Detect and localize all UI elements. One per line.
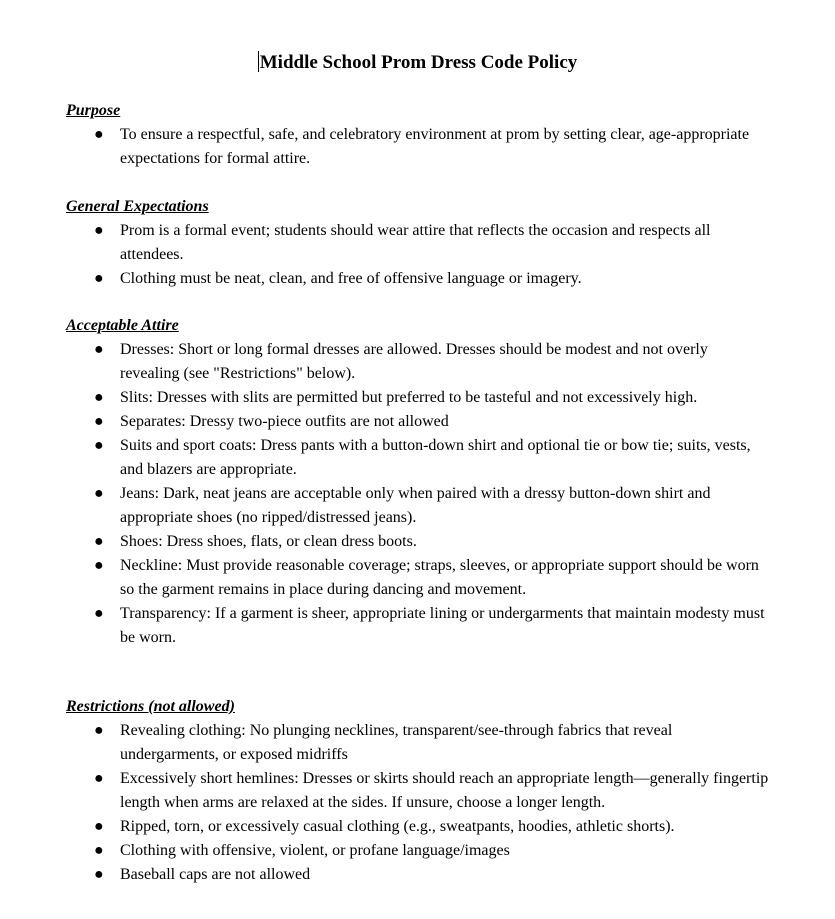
bullet-icon: ● [94,485,104,502]
list-item: ● Slits: Dresses with slits are permitted but preferred to be tasteful and not excessively high. [0,386,835,410]
section-list-restrictions [0,719,835,887]
list-item: ● Excessively short hemlines: Dresses or skirts should reach an appropriate length—generally fingertip length when arms are relaxed at the sides. If unsure, choose a longer length. [0,767,835,815]
list-item: ● Dresses: Short or long formal dresses are allowed. Dresses should be modest and not overly revealing (see "Restrictions" below). [0,338,835,386]
section-heading-general-expectations: General Expectations [66,198,209,215]
bullet-icon: ● [94,270,104,287]
list-item: ● To ensure a respectful, safe, and celebratory environment at prom by setting clear, age-appropriate expectations for formal attire. [0,123,835,171]
text-cursor [258,51,259,72]
bullet-icon: ● [94,605,104,622]
list-item: ● Jeans: Dark, neat jeans are acceptable only when paired with a dressy button-down shirt and appropriate shoes (no ripped/distressed jeans). [0,482,835,530]
bullet-icon: ● [94,722,104,739]
section-heading-acceptable-attire: Acceptable Attire [66,317,179,334]
list-item: ● Ripped, torn, or excessively casual clothing (e.g., sweatpants, hoodies, athletic shorts). [0,815,835,839]
bullet-icon: ● [94,842,104,859]
list-item: ● Clothing with offensive, violent, or profane language/images [0,839,835,863]
section-list-general-expectations [0,219,835,291]
list-item: ● Revealing clothing: No plunging necklines, transparent/see-through fabrics that reveal undergarments, or exposed midriffs [0,719,835,767]
document-title-text: Middle School Prom Dress Code Policy [259,52,578,73]
document-title[interactable] [0,50,835,76]
bullet-icon: ● [94,126,104,143]
bullet-icon: ● [94,533,104,550]
bullet-icon: ● [94,770,104,787]
list-item: ● Prom is a formal event; students should wear attire that reflects the occasion and respects all attendees. [0,219,835,267]
list-item: ● Clothing must be neat, clean, and free of offensive language or imagery. [0,267,835,291]
list-item: ● Transparency: If a garment is sheer, appropriate lining or undergarments that maintain modesty must be worn. [0,602,835,650]
list-item: ● Suits and sport coats: Dress pants with a button-down shirt and optional tie or bow tie; suits, vests, and blazers are appropriate. [0,434,835,482]
bullet-icon: ● [94,341,104,358]
section-list-acceptable-attire [0,338,835,650]
list-item: ● Neckline: Must provide reasonable coverage; straps, sleeves, or appropriate support should be worn so the garment remains in place during dancing and movement. [0,554,835,602]
section-heading-purpose: Purpose [66,102,121,119]
list-item: ● Baseball caps are not allowed [0,863,835,887]
list-item: ● Shoes: Dress shoes, flats, or clean dress boots. [0,530,835,554]
bullet-icon: ● [94,818,104,835]
section-list-purpose [0,123,835,171]
bullet-icon: ● [94,413,104,430]
bullet-icon: ● [94,866,104,883]
list-item: ● Separates: Dressy two-piece outfits are not allowed [0,410,835,434]
bullet-icon: ● [94,437,104,454]
bullet-icon: ● [94,222,104,239]
bullet-icon: ● [94,389,104,406]
bullet-icon: ● [94,557,104,574]
section-heading-restrictions: Restrictions (not allowed) [66,698,235,715]
